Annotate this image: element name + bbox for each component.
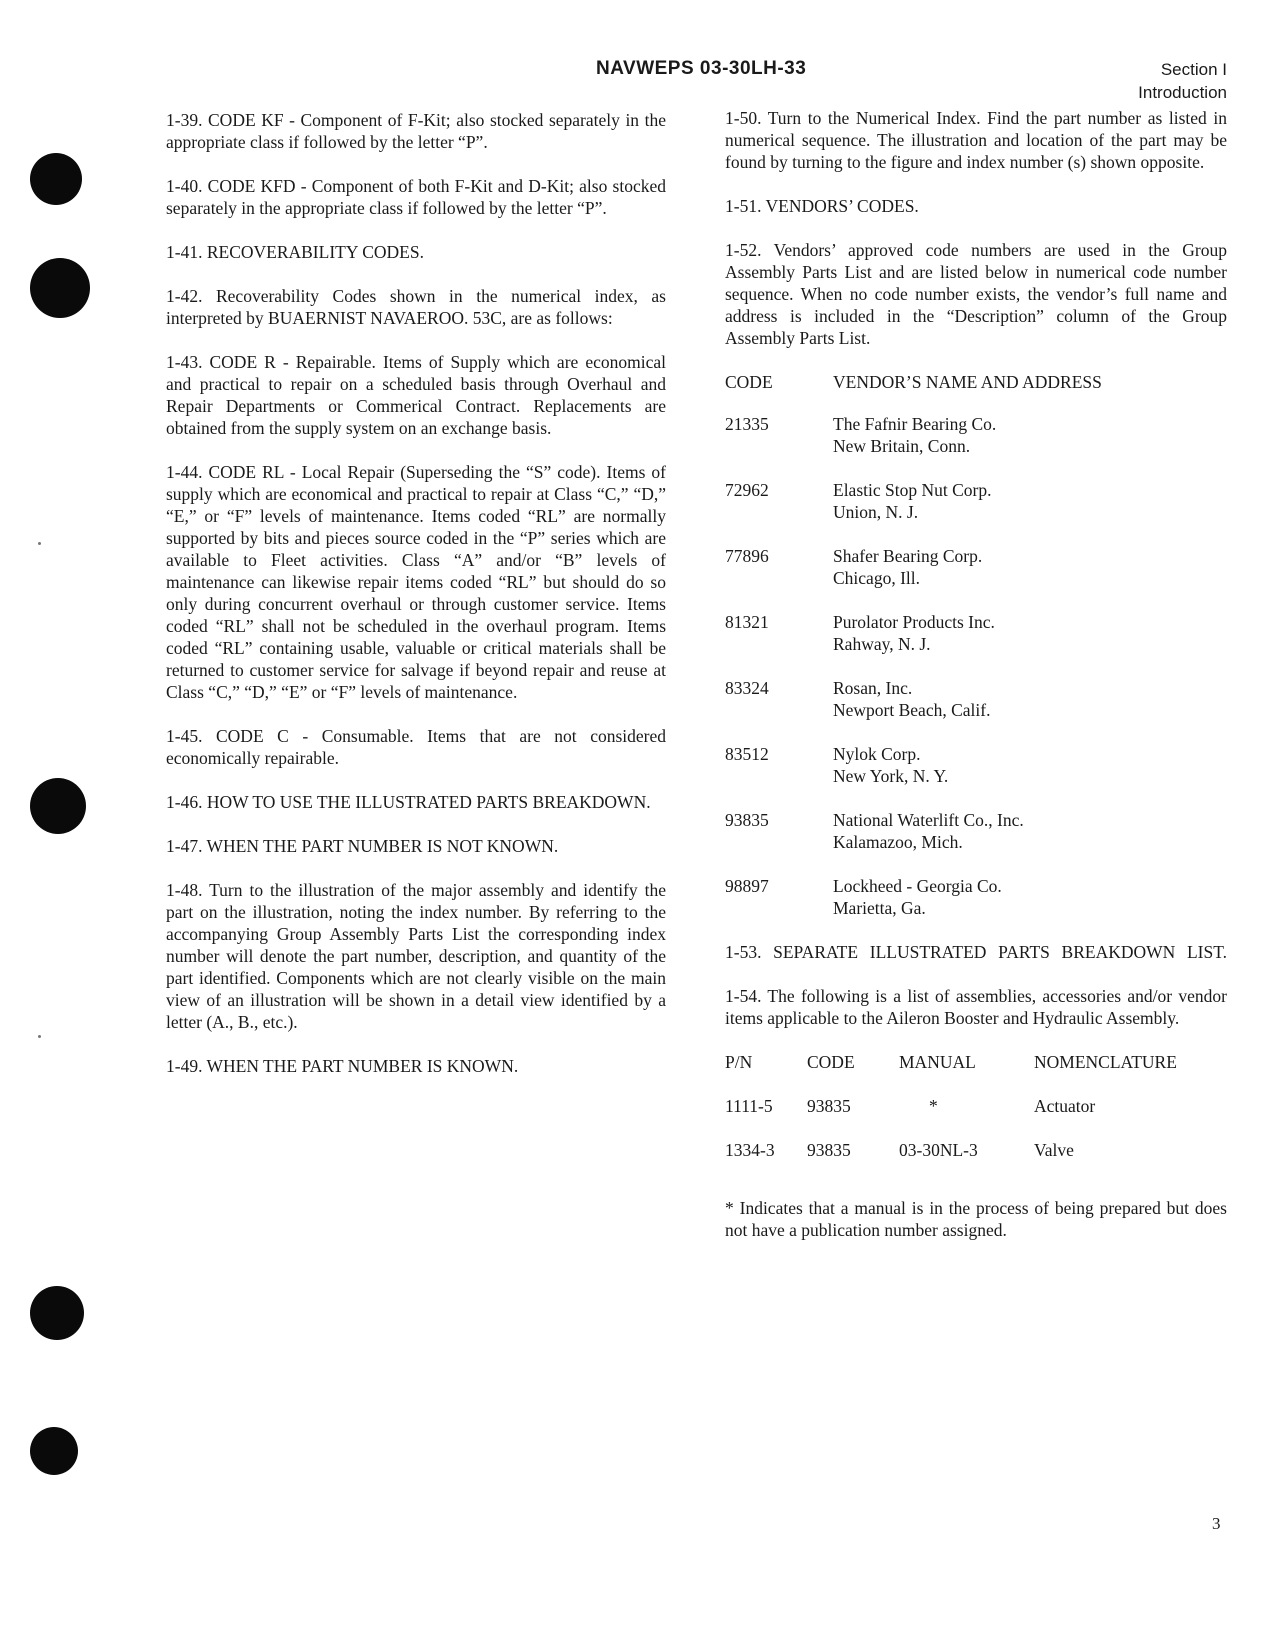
- vendor-table-header: [725, 371, 1227, 393]
- parts-table: [725, 1051, 1227, 1183]
- vendor-address: Union, N. J.: [833, 502, 919, 522]
- table-row: [725, 1095, 1227, 1139]
- vendor-row: [725, 611, 1227, 655]
- binder-hole: [30, 258, 90, 318]
- vendor-code: 98897: [725, 876, 769, 896]
- vendor-row: [725, 479, 1227, 523]
- vendor-info: [833, 677, 1227, 721]
- paragraph-1-45: 1-45. CODE C - Consumable. Items that are not considered economically repairable.: [166, 726, 666, 768]
- vendor-address: New Britain, Conn.: [833, 436, 971, 456]
- paragraph-1-52: 1-52. Vendors’ approved code numbers are used in the Group Assembly Parts List and are listed below in numerical code number sequence. When no code number exists, the vendor’s full name and address is included in the “Description” column of the Group Assembly Parts List.: [725, 240, 1227, 348]
- table-row: [725, 1139, 1227, 1183]
- vendor-info: [833, 611, 1227, 655]
- page-number: 3: [1212, 1514, 1221, 1533]
- vendor-address: Marietta, Ga.: [833, 898, 926, 918]
- vendor-info: [833, 875, 1227, 919]
- vendor-name: Lockheed - Georgia Co.: [833, 876, 1002, 896]
- vendor-name: The Fafnir Bearing Co.: [833, 414, 997, 434]
- section-label: Section I: [1160, 60, 1227, 79]
- vendor-code: 81321: [725, 612, 769, 632]
- part-manual: *: [929, 1096, 938, 1116]
- manual-header: MANUAL: [899, 1052, 976, 1072]
- vendor-row: [725, 545, 1227, 589]
- vendor-info: [833, 809, 1227, 853]
- vendor-address: Newport Beach, Calif.: [833, 700, 991, 720]
- code-header: CODE: [807, 1052, 855, 1072]
- vendor-code: 83324: [725, 678, 769, 698]
- vendor-code: 83512: [725, 744, 769, 764]
- vendor-name: Rosan, Inc.: [833, 678, 913, 698]
- vendor-code: 21335: [725, 414, 769, 434]
- vendor-code: 72962: [725, 480, 769, 500]
- vendor-info: [833, 413, 1227, 457]
- footnote: * Indicates that a manual is in the process of being prepared but does not have a publication number assigned.: [725, 1198, 1227, 1240]
- paragraph-1-48: 1-48. Turn to the illustration of the major assembly and identify the part on the illustration, noting the index number. By referring to the accompanying Group Assembly Parts List the corresponding index number will denote the part number, description, and quantity of the part identified. Components which are not clearly visible on the main view of an illustration will be shown in a detail view identified by a letter (A., B., etc.).: [166, 880, 666, 1032]
- vendor-info: [833, 545, 1227, 589]
- paper-speck: [38, 1035, 41, 1038]
- vendor-code: 77896: [725, 546, 769, 566]
- vendor-row: [725, 875, 1227, 919]
- paragraph-1-39: 1-39. CODE KF - Component of F-Kit; also stocked separately in the appropriate class if followed by the letter “P”.: [166, 110, 666, 152]
- left-column: [166, 109, 666, 1099]
- part-nomenclature: Actuator: [1034, 1096, 1096, 1116]
- vendor-row: [725, 413, 1227, 457]
- vendor-name: National Waterlift Co., Inc.: [833, 810, 1024, 830]
- vendor-address: Kalamazoo, Mich.: [833, 832, 963, 852]
- vendor-name-header: VENDOR’S NAME AND ADDRESS: [833, 372, 1102, 392]
- heading-1-47: 1-47. WHEN THE PART NUMBER IS NOT KNOWN.: [166, 836, 559, 856]
- vendor-row: [725, 677, 1227, 721]
- paragraph-1-40: 1-40. CODE KFD - Component of both F-Kit and D-Kit; also stocked separately in the appropriate class if followed by the letter “P”.: [166, 176, 666, 218]
- vendor-name: Shafer Bearing Corp.: [833, 546, 983, 566]
- vendor-info: [833, 479, 1227, 523]
- right-column: [725, 107, 1227, 1263]
- vendor-row: [725, 809, 1227, 853]
- heading-1-49: 1-49. WHEN THE PART NUMBER IS KNOWN.: [166, 1056, 519, 1076]
- paragraph-1-43: 1-43. CODE R - Repairable. Items of Supply which are economical and practical to repair on a scheduled basis through Overhaul and Repair Departments or Commerical Contract. Replacements are obtained from the supply system on an exchange basis.: [166, 352, 666, 438]
- paragraph-1-42: 1-42. Recoverability Codes shown in the numerical index, as interpreted by BUAERNIST NAVAEROO. 53C, are as follows:: [166, 286, 666, 328]
- part-number: 1334-3: [725, 1140, 775, 1160]
- vendor-name: Purolator Products Inc.: [833, 612, 995, 632]
- vendor-code-header: CODE: [725, 372, 773, 392]
- vendor-row: [725, 743, 1227, 787]
- heading-1-41: 1-41. RECOVERABILITY CODES.: [166, 242, 424, 262]
- binder-hole: [30, 153, 82, 205]
- vendor-info: [833, 743, 1227, 787]
- vendor-name: Nylok Corp.: [833, 744, 921, 764]
- paper-speck: [38, 542, 41, 545]
- part-code: 93835: [807, 1096, 851, 1116]
- part-manual: 03-30NL-3: [899, 1140, 978, 1160]
- paragraph-1-50: 1-50. Turn to the Numerical Index. Find the part number as listed in numerical sequence. The illustration and location of the part may be found by turning to the figure and index number (s) shown opposite.: [725, 108, 1227, 172]
- heading-1-53: 1-53. SEPARATE ILLUSTRATED PARTS BREAKDOWN LIST.: [725, 942, 1227, 962]
- part-number: 1111-5: [725, 1096, 773, 1116]
- vendor-address: Chicago, Ill.: [833, 568, 920, 588]
- binder-hole: [30, 1427, 78, 1475]
- section-title: Introduction: [1138, 83, 1227, 102]
- section-heading: [1138, 58, 1227, 104]
- vendor-name: Elastic Stop Nut Corp.: [833, 480, 992, 500]
- binder-hole: [30, 778, 86, 834]
- vendor-address: New York, N. Y.: [833, 766, 949, 786]
- heading-1-51: 1-51. VENDORS’ CODES.: [725, 196, 919, 216]
- parts-table-header: [725, 1051, 1227, 1095]
- part-code: 93835: [807, 1140, 851, 1160]
- part-nomenclature: Valve: [1034, 1140, 1074, 1160]
- document-number: NAVWEPS 03-30LH-33: [596, 58, 807, 79]
- heading-1-46: 1-46. HOW TO USE THE ILLUSTRATED PARTS BREAKDOWN.: [166, 792, 651, 812]
- pn-header: P/N: [725, 1052, 753, 1072]
- paragraph-1-54: 1-54. The following is a list of assemblies, accessories and/or vendor items applicable to the Aileron Booster and Hydraulic Assembly.: [725, 986, 1227, 1028]
- vendor-code: 93835: [725, 810, 769, 830]
- binder-hole: [30, 1286, 84, 1340]
- vendor-address: Rahway, N. J.: [833, 634, 931, 654]
- nomenclature-header: NOMENCLATURE: [1034, 1052, 1177, 1072]
- paragraph-1-44: 1-44. CODE RL - Local Repair (Superseding the “S” code). Items of supply which are economical and practical to repair at Class “C,” “D,” “E,” or “F” levels of maintenance. Items coded “RL” are normally supported by bits and pieces source coded in the “P” series which are available to Fleet activities. Class “A” and/or “B” levels of maintenance can likewise repair items coded “RL” but should do so only during concurrent overhaul or through customer service. Items coded “RL” shall not be scheduled in the overhaul program. Items coded “RL” containing usable, valuable or critical materials shall be returned to customer service for salvage if beyond repair and reuse at Class “C,” “D,” “E” or “F” levels of maintenance.: [166, 462, 666, 702]
